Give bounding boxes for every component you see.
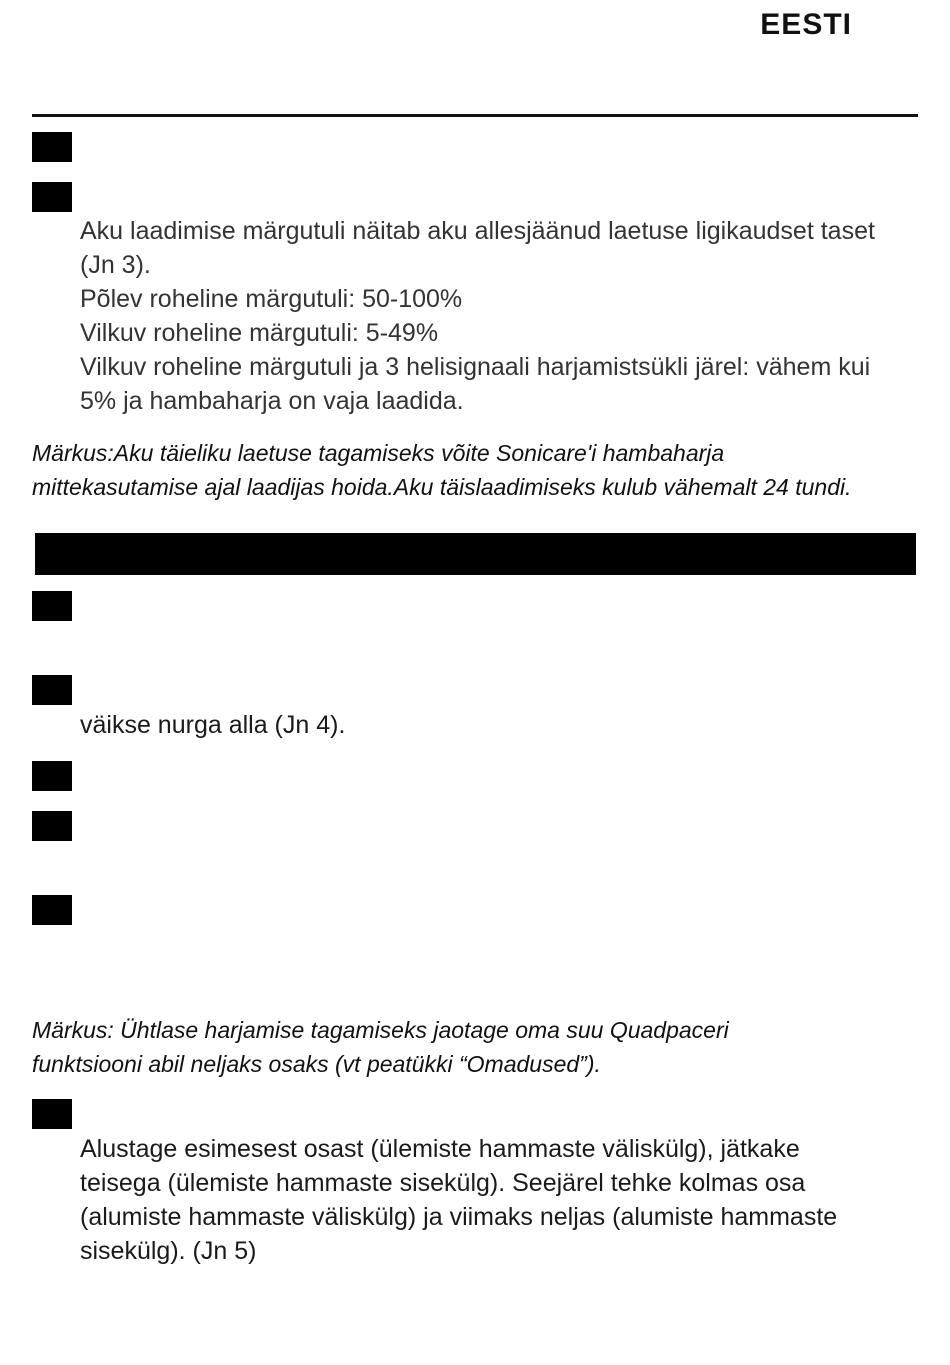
battery-line-5: Vilkuv roheline märgutuli ja 3 helisignaali harjamistsükli järel: vähem kui (80, 353, 871, 381)
step-marker-7 (32, 895, 72, 925)
battery-note (32, 436, 932, 504)
step-marker-5 (32, 761, 72, 791)
quadrant-line-2: teisega (ülemiste hammaste sisekülg). Seejärel tehke kolmas osa (80, 1169, 806, 1197)
battery-line-1: Aku laadimise märgutuli näitab aku allesjäänud laetuse ligikaudset taset (80, 217, 875, 245)
language-title: EESTI (760, 8, 852, 41)
quadrant-line-4: sisekülg). (Jn 5) (80, 1237, 257, 1265)
battery-line-3: Põlev roheline märgutuli: 50-100% (80, 285, 463, 313)
battery-indicator-text (80, 214, 930, 418)
top-divider (32, 114, 918, 117)
quadrant-instruction-text (80, 1132, 930, 1268)
quadpacer-note-line-2: funktsiooni abil neljaks osaks (vt peatükki “Omadused”). (32, 1051, 601, 1077)
step-marker-3 (32, 591, 72, 621)
step-marker-4 (32, 675, 72, 705)
step-marker-8 (32, 1099, 72, 1129)
step-marker-2 (32, 182, 72, 212)
battery-line-2: (Jn 3). (80, 251, 151, 279)
quadrant-line-1: Alustage esimesest osast (ülemiste hammaste väliskülg), jätkake (80, 1135, 800, 1163)
battery-line-4: Vilkuv roheline märgutuli: 5-49% (80, 319, 439, 347)
battery-line-6: 5% ja hambaharja on vaja laadida. (80, 387, 464, 415)
step-marker-1 (32, 132, 72, 162)
section-heading-bar (35, 533, 916, 575)
step-marker-6 (32, 811, 72, 841)
angle-instruction-line: väikse nurga alla (Jn 4). (80, 711, 346, 739)
quadrant-line-3: (alumiste hammaste väliskülg) ja viimaks neljas (alumiste hammaste (80, 1203, 838, 1231)
quadpacer-note (32, 1013, 932, 1081)
quadpacer-note-line-1: Märkus: Ühtlase harjamise tagamiseks jaotage oma suu Quadpaceri (32, 1017, 729, 1043)
battery-note-line-1: Märkus:Aku täieliku laetuse tagamiseks võite Sonicare'i hambaharja (32, 440, 725, 466)
angle-instruction-text (80, 708, 930, 742)
battery-note-line-2: mittekasutamise ajal laadijas hoida.Aku täislaadimiseks kulub vähemalt 24 tundi. (32, 474, 852, 500)
